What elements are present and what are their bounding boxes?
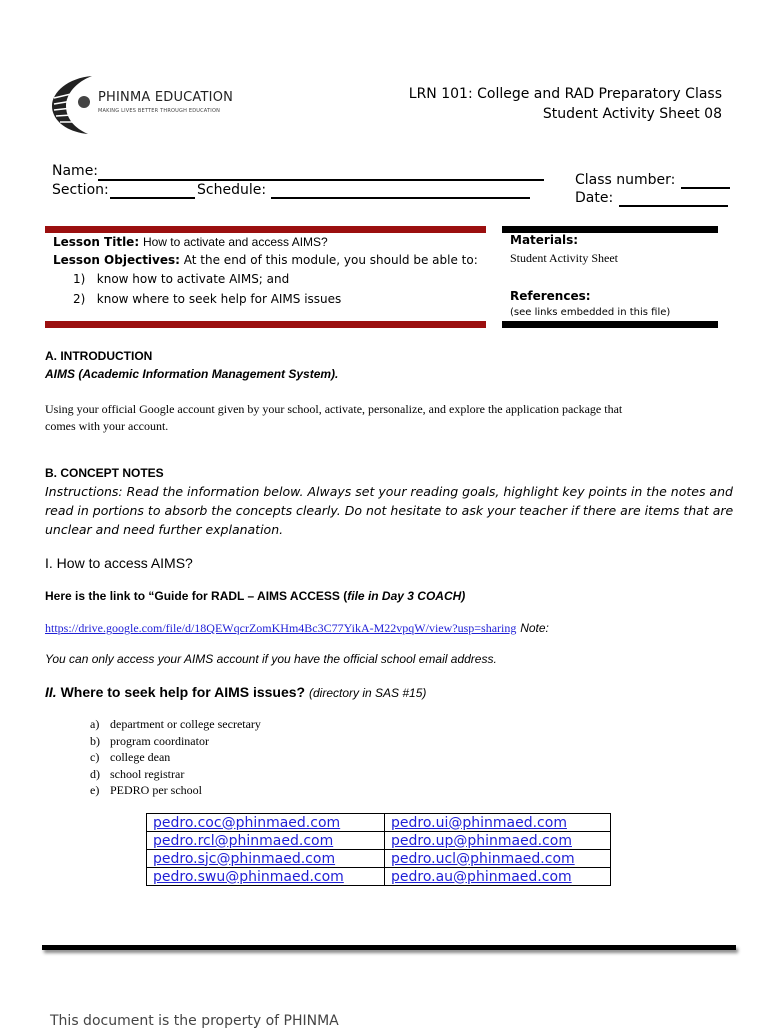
- references-value: (see links embedded in this file): [510, 307, 671, 318]
- schedule-field[interactable]: [271, 197, 530, 199]
- concept-instructions-line3: unclear and need further explanation.: [45, 522, 284, 537]
- footer-text: This document is the property of PHINMA: [50, 1013, 339, 1029]
- lesson-bottom-bar: [45, 321, 486, 328]
- email-link[interactable]: pedro.up@phinmaed.com: [391, 832, 572, 849]
- date-field[interactable]: [619, 205, 728, 207]
- table-row: [147, 868, 611, 886]
- references-label: References:: [510, 289, 591, 303]
- email-link[interactable]: pedro.ucl@phinmaed.com: [391, 850, 575, 867]
- name-field[interactable]: [98, 179, 544, 181]
- logo-name: PHINMA EDUCATION: [98, 90, 234, 105]
- section-label: Section:: [52, 182, 109, 198]
- list-item: e) PEDRO per school: [90, 783, 202, 797]
- materials-value: Student Activity Sheet: [510, 251, 618, 265]
- section1-heading: I. How to access AIMS?: [45, 555, 193, 571]
- phinma-logo-icon: [48, 72, 96, 136]
- section2-title: Where to seek help for AIMS issues?: [60, 684, 306, 700]
- lesson-title: [53, 235, 328, 249]
- concept-instructions-line1: Instructions: Read the information below. Always set your reading goals, highlight key points in the notes and: [45, 484, 733, 499]
- email-link[interactable]: pedro.au@phinmaed.com: [391, 868, 572, 885]
- section-field[interactable]: [110, 197, 195, 199]
- materials-label: Materials:: [510, 233, 579, 247]
- intro-heading: A. INTRODUCTION: [45, 349, 153, 363]
- intro-body-line2: comes with your account.: [45, 419, 169, 433]
- schedule-label: Schedule:: [197, 182, 267, 198]
- list-item: c) college dean: [90, 750, 171, 764]
- email-link[interactable]: pedro.ui@phinmaed.com: [391, 814, 567, 831]
- objective-item: 1) know how to activate AIMS; and: [73, 272, 290, 286]
- class-number-label: Class number:: [575, 172, 676, 188]
- section2-roman: II.: [45, 684, 57, 700]
- lesson-top-bar: [45, 226, 486, 233]
- intro-body-line1: Using your official Google account given by your school, activate, personalize, and explore the application package that: [45, 402, 623, 416]
- lesson-title-label: Lesson Title:: [53, 235, 140, 249]
- logo-tagline: MAKING LIVES BETTER THROUGH EDUCATION: [98, 108, 221, 114]
- email-link[interactable]: pedro.rcl@phinmaed.com: [153, 832, 334, 849]
- lesson-title-value: How to activate and access AIMS?: [142, 235, 328, 249]
- class-number-field[interactable]: [681, 187, 730, 189]
- section2-heading: [45, 684, 426, 700]
- objective-item: 2) know where to seek help for AIMS issues: [73, 292, 342, 306]
- email-link[interactable]: pedro.sjc@phinmaed.com: [153, 850, 336, 867]
- course-title: LRN 101: College and RAD Preparatory Class: [408, 86, 722, 102]
- guide-italic: file in Day 3 COACH): [347, 589, 466, 603]
- list-item: a) department or college secretary: [90, 717, 261, 731]
- guide-line: [45, 589, 465, 603]
- table-row: [147, 850, 611, 868]
- intro-subtitle: AIMS (Academic Information Management System).: [45, 367, 339, 381]
- materials-bottom-bar: [502, 321, 718, 328]
- concept-heading: B. CONCEPT NOTES: [45, 466, 164, 480]
- list-item: d) school registrar: [90, 766, 185, 781]
- help-list: [90, 716, 261, 799]
- objectives-intro: At the end of this module, you should be able to:: [183, 253, 478, 267]
- drive-link[interactable]: https://drive.google.com/file/d/18QEWqcrZomKHm4Bc3C77YikA-M22vpqW/view?usp=sharing: [45, 621, 517, 635]
- date-label: Date:: [575, 190, 614, 206]
- drive-link-line: [45, 621, 549, 636]
- table-row: [147, 814, 611, 832]
- materials-top-bar: [502, 226, 718, 233]
- email-link[interactable]: pedro.coc@phinmaed.com: [153, 814, 341, 831]
- guide-prefix: Here is the link to “Guide for RADL – AIMS ACCESS (: [45, 589, 348, 603]
- concept-instructions-line2: read in portions to absorb the concepts clearly. Do not hesitate to ask your teacher if there are items that are: [45, 503, 734, 518]
- note-text: You can only access your AIMS account if you have the official school email address.: [45, 652, 497, 666]
- table-row: [147, 832, 611, 850]
- email-table: [146, 813, 611, 886]
- name-label: Name:: [52, 163, 99, 179]
- list-item: b) program coordinator: [90, 733, 209, 748]
- lesson-objectives: [53, 253, 478, 267]
- email-link[interactable]: pedro.swu@phinmaed.com: [153, 868, 344, 885]
- sheet-title: Student Activity Sheet 08: [542, 106, 722, 122]
- section2-paren: (directory in SAS #15): [309, 686, 427, 700]
- objectives-label: Lesson Objectives:: [53, 253, 180, 267]
- note-label: Note:: [520, 621, 549, 635]
- footer-rule: [42, 945, 736, 950]
